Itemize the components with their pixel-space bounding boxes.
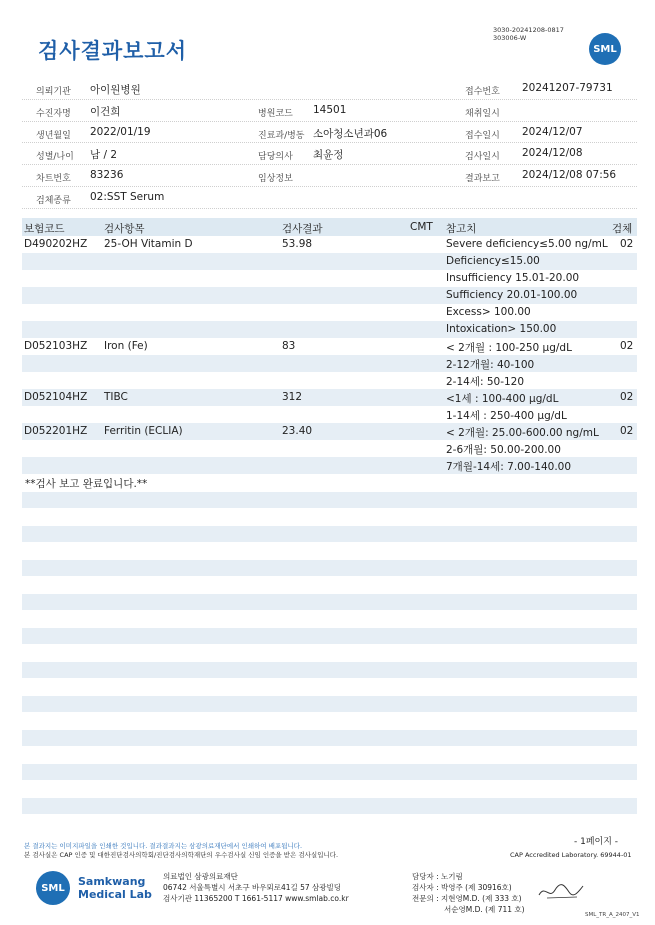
table-row [22,423,637,440]
cell-code: D052104HZ [24,391,88,403]
info-label: 수진자명 [36,108,71,119]
info-label: 의뢰기관 [36,87,71,97]
cell-item: Ferritin (ECLIA) [104,425,183,437]
print-notice: 본 결과지는 이미지파일을 인쇄한 것입니다. 결과결과지는 삼광의료재단에서 인쇄하여 배포됩니다. [24,842,303,850]
empty-row [22,492,637,508]
empty-row [22,696,637,712]
empty-row [22,628,637,644]
form-code: SML_TR_A_2407_V1 [585,912,640,918]
info-label: 검사일시 [465,152,500,163]
cell-code: D052201HZ [24,425,88,437]
info-label: 병원코드 [258,108,293,119]
cell-specimen: 02 [620,340,634,352]
cell-reference: < 2개월 : 100-250 µg/dL [446,342,572,354]
info-value: 2024/12/08 07:56 [522,169,617,182]
cell-reference: 2-12개월: 40-100 [446,359,535,371]
table-row [22,355,637,372]
cap-accreditation: CAP Accredited Laboratory. 69944-01 [510,851,632,859]
table-row [22,406,637,423]
info-value: 20241207-79731 [522,82,613,94]
cell-specimen: 02 [620,425,634,437]
cell-reference: Severe deficiency≤5.00 ng/mL [446,238,608,250]
document-code-line: 3030-20241208-0817 [493,26,564,34]
table-row [22,457,637,474]
sml-logo-footer: SML [36,871,70,905]
cell-item: TIBC [104,391,128,403]
staff-line: 담당자 : 노기림 [412,872,463,881]
info-value: 소아청소년과06 [313,127,388,140]
info-label: 검체종류 [36,195,71,206]
cell-reference: 2-14세: 50-120 [446,376,525,388]
info-label: 담당의사 [258,152,293,163]
info-row [22,143,637,165]
document-code [493,26,564,42]
address-line: 검사기관 11365200 T 1661-5117 www.smlab.co.kr [163,894,349,903]
table-row [22,321,637,338]
info-value: 2024/12/07 [522,125,583,138]
cell-reference: 2-6개월: 50.00-200.00 [446,444,561,456]
table-row [22,440,637,457]
sml-logo: SML [589,33,621,65]
col-code-header: 보험코드 [24,223,65,235]
results-table [22,218,637,491]
cell-reference: Insufficiency 15.01-20.00 [446,272,580,284]
accreditation-notice: 본 검사실은 CAP 인증 및 대한진단검사의학회/진단검사의학재단의 우수검사실 신임 인증을 받은 검사실입니다. [24,851,339,859]
cell-reference: <1세 : 100-400 µg/dL [446,393,559,405]
empty-row [22,594,637,610]
info-value: 이건희 [90,105,121,118]
cell-result: 53.98 [282,238,313,250]
staff-line: 검사자 : 박영주 (제 30916호) [412,883,512,892]
info-value: 남 / 2 [90,149,118,162]
cell-reference: < 2개월: 25.00-600.00 ng/mL [446,427,599,439]
document-title: 검사결과보고서 [38,39,188,63]
table-row [22,253,637,270]
empty-row [22,798,637,814]
table-row [22,372,637,389]
info-row [22,122,637,144]
cell-reference: Excess> 100.00 [446,306,531,318]
table-row [22,338,637,355]
cell-result: 83 [282,340,296,352]
table-row [22,304,637,321]
cell-specimen: 02 [620,238,634,250]
info-label: 진료과/병동 [258,130,305,141]
col-result-header: 검사결과 [282,223,323,235]
brand-line: Samkwang [78,875,146,888]
cell-reference: Deficiency≤15.00 [446,255,540,267]
address-line: 의료법인 삼광의료재단 [163,872,238,881]
cell-reference: Sufficiency 20.01-100.00 [446,289,578,301]
cell-result: 23.40 [282,425,313,437]
staff-line: 전문의 : 지현영M.D. (제 333 호) [412,894,522,903]
col-ref-header: 참고치 [446,223,477,235]
col-spec-header: 검체 [612,223,633,235]
lab-address [163,871,349,904]
info-row [22,187,637,209]
cell-specimen: 02 [620,391,634,403]
table-row [22,270,637,287]
cell-code: D490202HZ [24,238,88,250]
info-label: 차트번호 [36,174,71,185]
empty-row [22,764,637,780]
info-label: 접수일시 [465,130,500,141]
document-code-line: 303006-W [493,34,527,42]
cell-result: 312 [282,391,303,403]
end-note: **검사 보고 완료입니다.** [25,478,148,490]
info-value: 최윤정 [313,149,344,162]
patient-info-grid [22,78,637,209]
info-value: 2022/01/19 [90,125,151,138]
brand-line: Medical Lab [78,888,152,901]
info-label: 임상정보 [258,174,293,185]
info-row [22,78,637,100]
cell-reference: 1-14세 : 250-400 µg/dL [446,410,567,422]
cell-code: D052103HZ [24,340,88,352]
info-value: 아이원병원 [90,84,141,96]
cell-item: Iron (Fe) [104,340,148,352]
address-line: 06742 서울특별시 서초구 바우뫼로41길 57 삼광빌딩 [163,883,342,892]
info-label: 채취일시 [465,108,500,119]
staff-line: 서순영M.D. (제 711 호) [444,905,525,914]
table-row [22,236,637,253]
cell-item: 25-OH Vitamin D [104,238,193,250]
info-label: 접수번호 [465,87,500,97]
brand-name [78,875,152,901]
info-value: 83236 [90,169,124,182]
end-note-row [22,474,637,491]
empty-row [22,730,637,746]
info-label: 성별/나이 [36,152,74,163]
info-label: 결과보고 [465,174,500,185]
page-number: - 1페이지 - [574,837,619,847]
info-value: 2024/12/08 [522,147,583,160]
info-row [22,165,637,187]
info-value: 02:SST Serum [90,190,165,203]
info-label: 생년월일 [36,130,71,141]
staff-list [412,871,525,915]
empty-row [22,526,637,542]
table-row [22,389,637,406]
info-row [22,100,637,122]
table-header [22,218,637,236]
empty-row [22,560,637,576]
empty-row [22,662,637,678]
info-value: 14501 [313,103,347,116]
col-cmt-header: CMT [410,221,433,233]
col-item-header: 검사항목 [104,223,145,235]
cell-reference: Intoxication> 150.00 [446,323,557,335]
cell-reference: 7개월-14세: 7.00-140.00 [446,461,572,473]
table-row [22,287,637,304]
signature-image [537,880,585,902]
